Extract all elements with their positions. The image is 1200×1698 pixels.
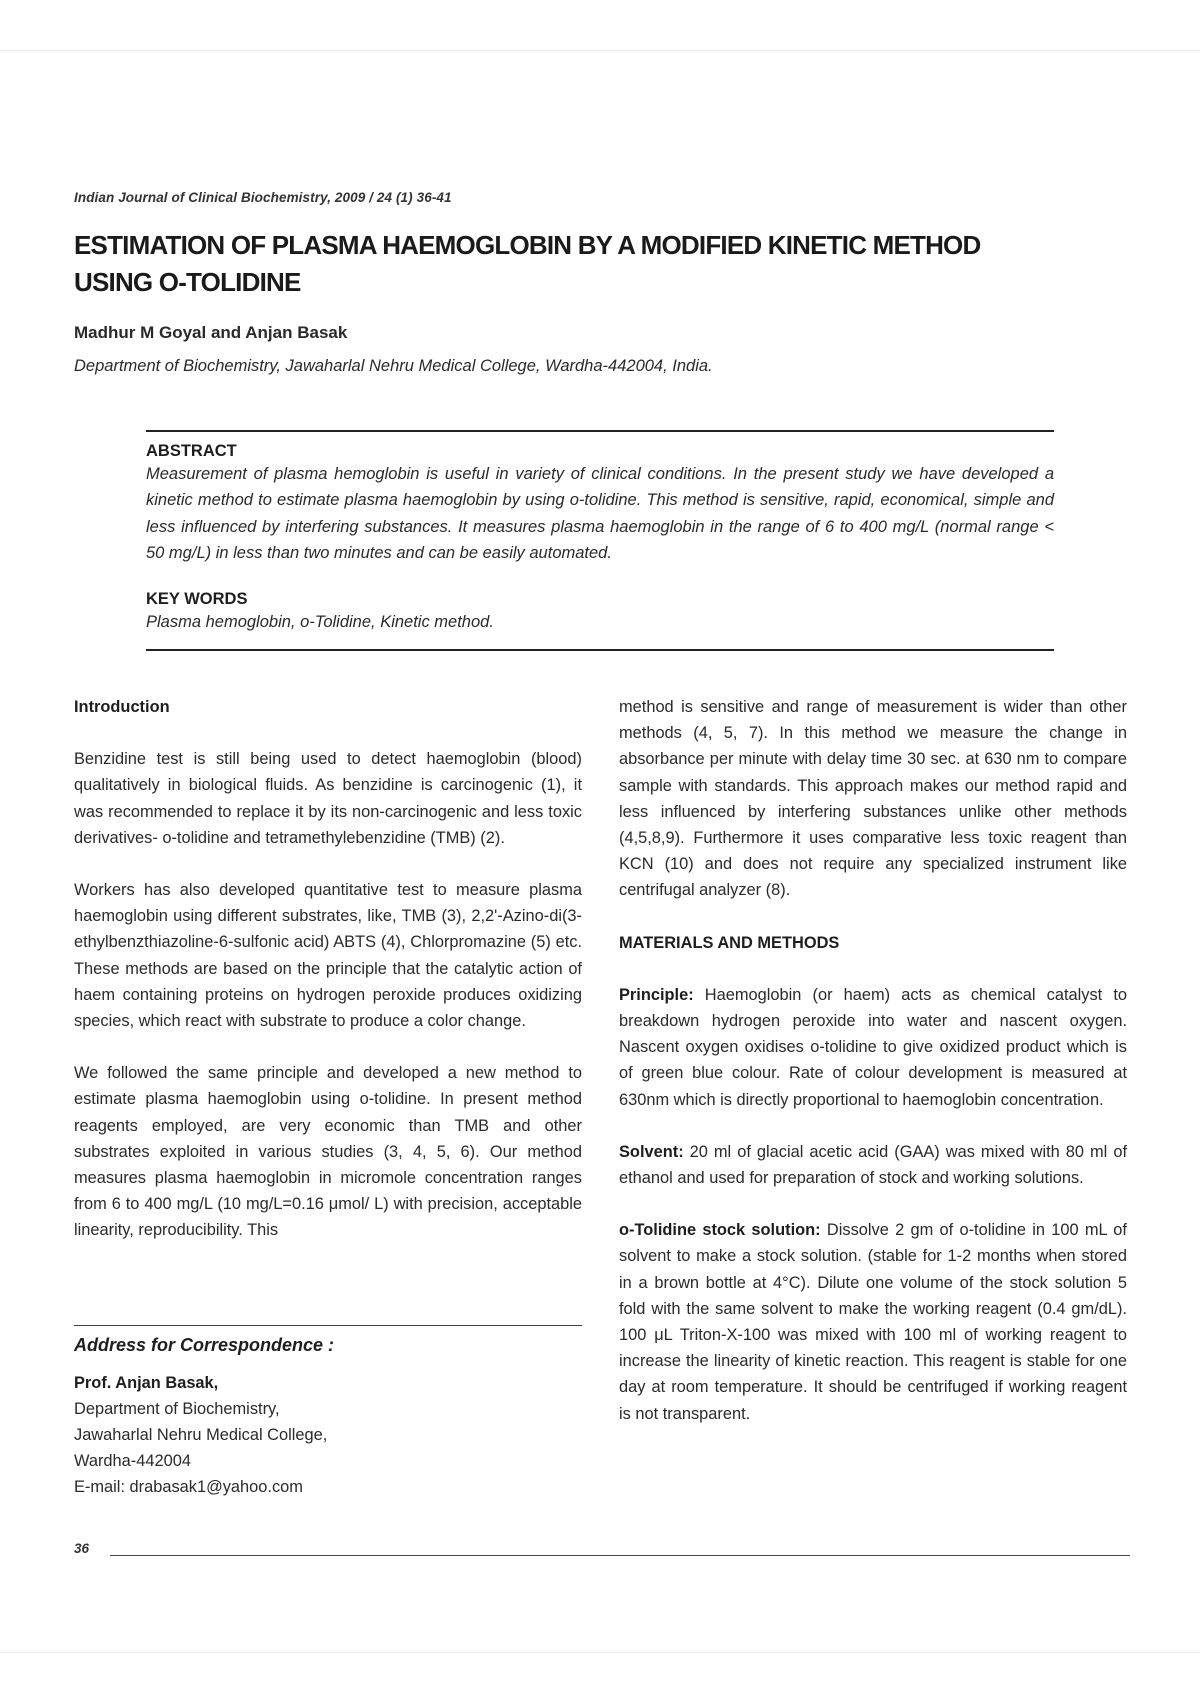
intro-paragraph-4: method is sensitive and range of measurement is wider than other methods (4, 5, 7). In this method we measure the change in absorbance per minute with delay time 30 sec. at 630 nm to compare sample with standards. This approach makes our method rapid and less influenced by interfering substances unlike other methods (4,5,8,9). Furthermore it uses comparative less toxic reagent than KCN (10) and does not require any specialized instrument like centrifugal analyzer (8). bbox=[619, 698, 1127, 900]
right-column bbox=[619, 694, 1127, 1453]
correspondence-dept: Department of Biochemistry, bbox=[74, 1400, 280, 1418]
keywords-text: Plasma hemoglobin, o-Tolidine, Kinetic method. bbox=[146, 613, 494, 632]
article-header bbox=[74, 190, 1130, 376]
authors: Madhur M Goyal and Anjan Basak bbox=[74, 323, 348, 342]
page-bottom-border bbox=[0, 1652, 1200, 1653]
principle-label: Principle: bbox=[619, 985, 694, 1004]
intro-paragraph-2: Workers has also developed quantitative test to measure plasma haemoglobin using different substrates, like, TMB (3), 2,2'-Azino-di(3- ethylbenzthiazoline-6-sulfonic acid) ABTS (4), Chlorpromazine (5) etc. These methods are based on the principle that the catalytic action of haem containing proteins on hydrogen peroxide produces oxidizing species, which react with substrate to produce a color change. bbox=[74, 881, 582, 1031]
correspondence-box bbox=[74, 1325, 582, 1500]
journal-citation: Indian Journal of Clinical Biochemistry, 2009 / 24 (1) 36-41 bbox=[74, 190, 452, 205]
stock-solution-paragraph bbox=[619, 1217, 1127, 1427]
intro-paragraph-1: Benzidine test is still being used to detect haemoglobin (blood) qualitatively in biological fluids. As benzidine is carcinogenic (1), it was recommended to replace it by its non-carcinogenic and less toxic derivatives- o-tolidine and tetramethylebenzidine (TMB) (2). bbox=[74, 750, 582, 847]
principle-text: Haemoglobin (or haem) acts as chemical catalyst to breakdown hydrogen peroxide into water and nascent oxygen. Nascent oxygen oxidises o-tolidine to give oxidized product which is of green blue colour. Rate of colour development is measured at 630nm which is directly proportional to haemoglobin concentration. bbox=[619, 985, 1127, 1109]
correspondence-email: E-mail: drabasak1@yahoo.com bbox=[74, 1478, 303, 1496]
stock-solution-label: o-Tolidine stock solution: bbox=[619, 1221, 821, 1240]
abstract-text: Measurement of plasma hemoglobin is useful in variety of clinical conditions. In the present study we have developed a kinetic method to estimate plasma haemoglobin by using o-tolidine. This method is sensitive, rapid, economical, simple and less influenced by interfering substances. It measures plasma haemoglobin in the range of 6 to 400 mg/L (normal range < 50 mg/L) in less than two minutes and can be easily automated. bbox=[146, 465, 1054, 562]
page-number: 36 bbox=[74, 1541, 90, 1556]
title-line-2: USING O-TOLIDINE bbox=[74, 267, 301, 297]
footer-rule bbox=[110, 1555, 1130, 1556]
keywords-heading: KEY WORDS bbox=[146, 590, 248, 609]
solvent-text: 20 ml of glacial acetic acid (GAA) was mixed with 80 ml of ethanol and used for preparation of stock and working solutions. bbox=[619, 1142, 1127, 1188]
page-top-border bbox=[0, 50, 1200, 51]
materials-heading: MATERIALS AND METHODS bbox=[619, 933, 840, 952]
correspondence-city: Wardha-442004 bbox=[74, 1452, 191, 1470]
principle-paragraph bbox=[619, 982, 1127, 1113]
correspondence-heading: Address for Correspondence : bbox=[74, 1335, 335, 1355]
page-footer bbox=[74, 1541, 1130, 1561]
stock-solution-text: Dissolve 2 gm of o-tolidine in 100 mL of solvent to make a stock solution. (stable for 1-2 months when stored in a brown bottle at 4°C). Dilute one volume of the stock solution 5 fold with the same solvent to make the working reagent (0.4 gm/dL). 100 μL Triton-X-100 was mixed with 100 ml of working reagent to increase the linearity of kinetic reaction. This reagent is stable for one day at room temperature. It should be centrifuged if working reagent is not transparent. bbox=[619, 1221, 1127, 1423]
affiliation: Department of Biochemistry, Jawaharlal Nehru Medical College, Wardha-442004, India. bbox=[74, 357, 713, 375]
article-title bbox=[74, 227, 1130, 301]
title-line-1: ESTIMATION OF PLASMA HAEMOGLOBIN BY A MODIFIED KINETIC METHOD bbox=[74, 230, 981, 260]
intro-paragraph-3: We followed the same principle and developed a new method to estimate plasma haemoglobin using o-tolidine. In present method reagents employed, are very economic than TMB and other substrates exploited in various studies (3, 4, 5, 6). Our method measures plasma haemoglobin in micromole concentration ranges from 6 to 400 mg/L (10 mg/L=0.16 μmol/ L) with precision, acceptable linearity, reproducibility. This bbox=[74, 1064, 582, 1240]
correspondence-college: Jawaharlal Nehru Medical College, bbox=[74, 1426, 328, 1444]
solvent-label: Solvent: bbox=[619, 1142, 684, 1161]
left-column bbox=[74, 694, 582, 1270]
solvent-paragraph bbox=[619, 1139, 1127, 1191]
introduction-heading: Introduction bbox=[74, 698, 170, 716]
abstract-box bbox=[146, 430, 1054, 651]
abstract-heading: ABSTRACT bbox=[146, 442, 237, 460]
correspondence-name: Prof. Anjan Basak, bbox=[74, 1374, 219, 1392]
